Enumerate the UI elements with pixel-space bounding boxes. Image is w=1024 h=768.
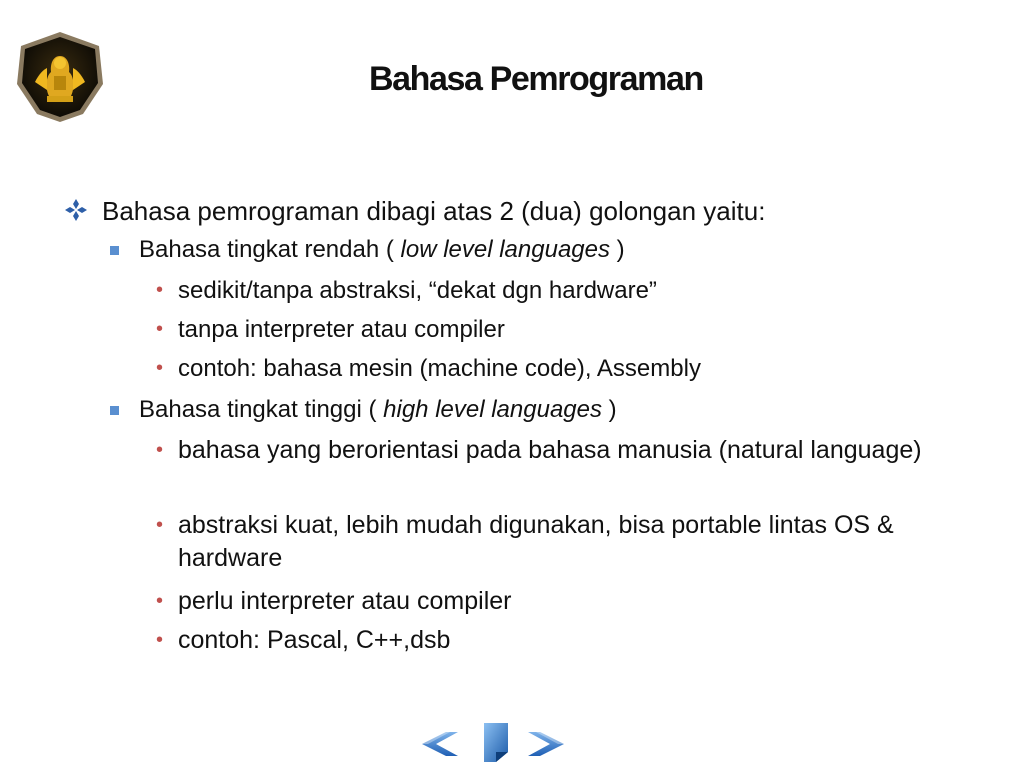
prev-slide-button[interactable]: [420, 720, 460, 764]
slide-title: Bahasa Pemrograman: [369, 60, 703, 98]
dot-bullet-icon: •: [156, 357, 164, 379]
low-level-prefix: Bahasa tingkat rendah (: [139, 236, 401, 263]
page-icon: [478, 720, 512, 764]
square-bullet-icon: [110, 246, 119, 255]
dot-bullet-icon: •: [156, 318, 164, 340]
low-level-heading: [139, 235, 625, 265]
high-level-term: high level languages: [383, 396, 602, 423]
low-level-item: contoh: bahasa mesin (machine code), Assembly: [178, 355, 701, 382]
high-level-item: perlu interpreter atau compiler: [178, 587, 512, 615]
low-level-item: sedikit/tanpa abstraksi, “dekat dgn hardware”: [178, 277, 657, 304]
low-level-term: low level languages: [400, 236, 610, 263]
main-bullet-text: Bahasa pemrograman dibagi atas 2 (dua) golongan yaitu:: [102, 196, 766, 226]
low-level-item: tanpa interpreter atau compiler: [178, 316, 505, 343]
high-level-suffix: ): [602, 396, 617, 423]
low-level-suffix: ): [610, 236, 625, 263]
high-level-item: abstraksi kuat, lebih mudah digunakan, bisa portable lintas OS & hardware: [178, 511, 894, 572]
dot-bullet-icon: •: [156, 279, 164, 301]
high-level-heading: [139, 395, 617, 425]
arrow-left-icon: [420, 720, 460, 764]
square-bullet-icon: [110, 406, 119, 415]
high-level-item: bahasa yang berorientasi pada bahasa manusia (natural language): [178, 436, 922, 464]
dot-bullet-icon: •: [156, 439, 164, 461]
diamond-bullet-icon: [64, 198, 88, 222]
high-level-prefix: Bahasa tingkat tinggi (: [139, 396, 384, 423]
dot-bullet-icon: •: [156, 514, 164, 536]
arrow-right-icon: [526, 720, 566, 764]
next-slide-button[interactable]: [526, 720, 566, 764]
dot-bullet-icon: •: [156, 629, 164, 651]
home-slide-button[interactable]: [478, 720, 512, 764]
dot-bullet-icon: •: [156, 590, 164, 612]
high-level-item: contoh: Pascal, C++,dsb: [178, 626, 451, 654]
